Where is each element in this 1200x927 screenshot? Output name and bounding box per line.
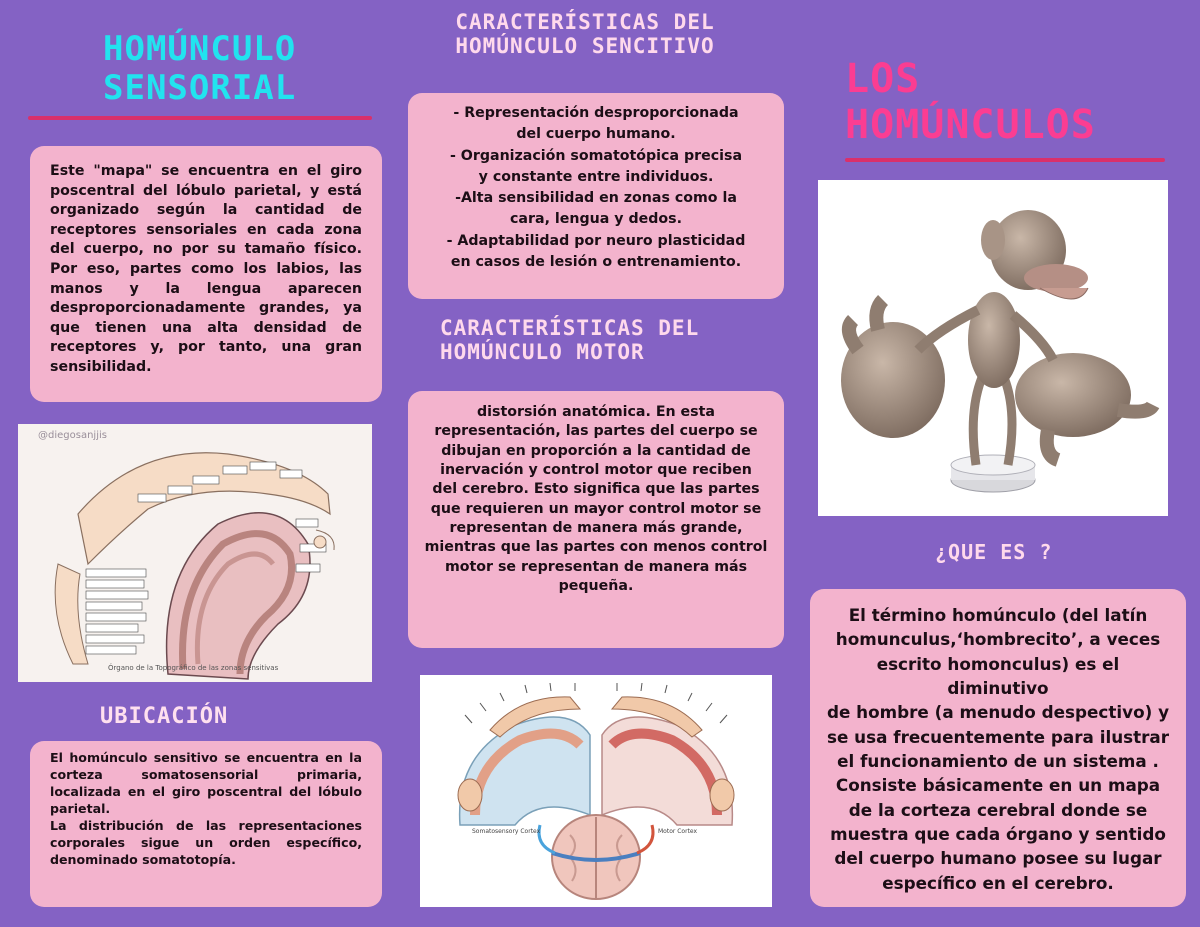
- sensory-map-card: [30, 146, 382, 402]
- cortex-diagram-image: [420, 675, 772, 907]
- title-line: LOS: [845, 56, 921, 102]
- somatosensory-label: Somatosensory Cortex: [472, 828, 541, 835]
- ubicacion-title: UBICACIÓN: [100, 704, 229, 729]
- image-watermark: @diegosanjjis: [38, 430, 107, 441]
- text-line: El término homúnculo (del latín: [848, 605, 1148, 625]
- title-line: HOMÚNCULO MOTOR: [440, 340, 645, 365]
- text-line: representación, las partes del cuerpo se: [434, 423, 758, 440]
- title-line: CARACTERÍSTICAS DEL: [440, 316, 700, 340]
- ubicacion-paragraph-2: La distribución de las representaciones corporales sigue un orden específico, denominado somatotopía.: [50, 818, 362, 867]
- text-line: homunculus,‘hombrecito’, a veces: [835, 629, 1161, 650]
- text-line: y constante entre individuos.: [478, 168, 714, 185]
- sensory-homunculus-image: [18, 424, 372, 682]
- title-divider: [28, 116, 372, 120]
- text-line: - Adaptabilidad por neuro plasticidad: [446, 232, 746, 249]
- text-line: que requieren un mayor control motor se: [430, 500, 762, 517]
- text-line: específico en el cerebro.: [882, 872, 1114, 893]
- title-line: SENSORIAL: [103, 68, 297, 109]
- title-line: HOMÚNCULO: [103, 29, 297, 69]
- text-line: se usa frecuentemente para ilustrar: [826, 726, 1170, 747]
- text-line: pequeña.: [558, 577, 634, 594]
- image-caption: Órgano de la Topográfico de las zonas sensitivas: [108, 664, 279, 672]
- what-is-card: [810, 589, 1186, 907]
- text-line: del cuerpo humano posee su lugar: [834, 848, 1162, 869]
- text-line: de la corteza cerebral donde se: [848, 799, 1148, 820]
- motor-cortex-label: Motor Cortex: [658, 828, 698, 835]
- ubicacion-paragraph-1: El homúnculo sensitivo se encuentra en la corteza somatosensorial primaria, localizada en el giro poscentral del lóbulo parietal.: [50, 750, 362, 816]
- text-line: representan de manera más grande,: [449, 519, 743, 536]
- text-line: mientras que las partes con menos control: [424, 539, 768, 556]
- sensory-homunculus-title: [103, 30, 373, 108]
- text-line: -Alta sensibilidad en zonas como la: [455, 190, 737, 207]
- motor-characteristics-title: [440, 316, 740, 364]
- title-line: HOMÚNCULOS: [845, 102, 1096, 148]
- text-line: muestra que cada órgano y sentido: [830, 824, 1166, 845]
- text-line: en casos de lesión o entrenamiento.: [450, 254, 742, 271]
- homunculus-sculpture-image: [818, 180, 1168, 516]
- what-is-title: ¿QUE ES ?: [935, 540, 1053, 564]
- text-line: distorsión anatómica. En esta: [477, 404, 715, 420]
- text-line: Consiste básicamente en un mapa: [835, 775, 1161, 796]
- sensory-characteristics-title: [420, 10, 750, 58]
- text-line: cara, lengua y dedos.: [510, 211, 682, 228]
- sensory-characteristics-card: [408, 93, 784, 299]
- text-line: de hombre (a menudo despectivo) y: [826, 702, 1170, 723]
- title-line: CARACTERÍSTICAS DEL: [455, 10, 715, 34]
- text-line: inervación y control motor que reciben: [440, 461, 752, 478]
- text-line: del cerebro. Esto significa que las partes: [432, 481, 760, 498]
- text-line: - Representación desproporcionada: [453, 105, 739, 121]
- ubicacion-card: [30, 741, 382, 907]
- text-line: el funcionamiento de un sistema .: [837, 751, 1159, 772]
- main-title: [845, 56, 1165, 148]
- text-line: motor se representan de manera más: [444, 558, 748, 575]
- motor-characteristics-card: [408, 391, 784, 648]
- text-line: escrito homonculus) es el diminutivo: [876, 653, 1120, 699]
- title-divider: [845, 158, 1165, 162]
- text-line: - Organización somatotópica precisa: [449, 147, 743, 164]
- sensory-map-text: Este "mapa" se encuentra en el giro poscentral del lóbulo parietal, y está organizado según la cantidad de receptores sensoriales en cada zona del cuerpo, no por su tamaño físico. Por eso, partes como los labios, las manos y la lengua aparecen desproporcionadamente grandes, ya que tienen una alta densidad de receptores y, por tanto, una gran sensibilidad.: [50, 163, 362, 375]
- text-line: dibujan en proporción a la cantidad de: [441, 442, 751, 459]
- text-line: del cuerpo humano.: [516, 126, 676, 143]
- title-line: HOMÚNCULO SENCITIVO: [455, 34, 715, 59]
